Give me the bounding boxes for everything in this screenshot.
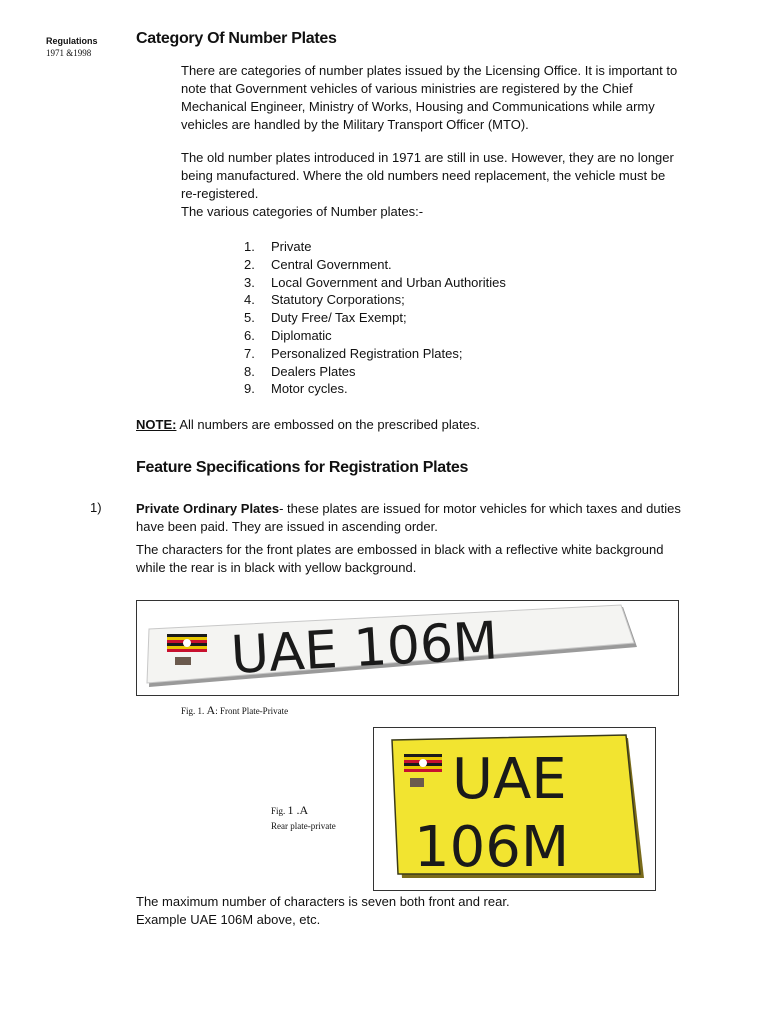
closing-line2: Example UAE 106M above, etc.	[136, 912, 321, 927]
sidebar-label: Regulations	[46, 36, 98, 46]
list-text: Dealers Plates	[271, 363, 356, 379]
list-number: 8.	[244, 363, 255, 379]
list-item	[244, 274, 506, 292]
list-item	[244, 345, 506, 363]
list-item	[244, 380, 506, 398]
list-item	[244, 291, 506, 309]
front-plate-figure	[136, 600, 679, 696]
hologram-sticker	[410, 778, 424, 787]
list-text: Statutory Corporations;	[271, 292, 405, 308]
list-text: Private	[271, 239, 312, 254]
front-plate-number: UAE 106M	[229, 611, 500, 686]
list-number: 4.	[244, 292, 255, 308]
heading-category: Category Of Number Plates	[136, 30, 337, 47]
list-number: 9.	[244, 381, 255, 397]
figure2-caption-subtitle: Rear plate-private	[271, 821, 336, 831]
closing-line1: The maximum number of characters is seven both front and rear.	[136, 894, 510, 909]
rear-plate-line1: UAE	[452, 747, 567, 812]
private-plates-text: - these plates are issued for motor vehicles for which taxes and duties have been paid. They are issued in ascending order.	[136, 501, 681, 534]
list-text: Central Government.	[271, 256, 392, 272]
list-text: Personalized Registration Plates;	[271, 345, 463, 361]
characters-paragraph: The characters for the front plates are embossed in black with a reflective white background while the rear is in black with yellow background.	[136, 542, 664, 575]
list-number: 7.	[244, 345, 255, 361]
list-number: 6.	[244, 327, 255, 343]
rear-plate-image	[374, 728, 655, 890]
categories-list	[244, 238, 506, 398]
private-plates-title: Private Ordinary Plates	[136, 501, 280, 516]
rear-plate-figure	[373, 727, 656, 891]
intro-paragraph: There are categories of number plates issued by the Licensing Office. It is important to note that Government vehicles of various ministries are registered by the Chief Mechanical Engineer, Ministry of Works, Housing and Communications while army vehicles are handled by the Military Transport Officer (MTO).	[181, 63, 678, 132]
closing-text	[136, 893, 681, 929]
list-item	[244, 363, 506, 381]
list-item	[244, 327, 506, 345]
rear-plate-line2: 106M	[414, 815, 570, 880]
list-number: 1.	[244, 239, 255, 254]
list-text: Motor cycles.	[271, 381, 348, 397]
figure1-caption: Fig. 1. A: Front Plate-Private	[181, 703, 289, 717]
old-plates-paragraph: The old number plates introduced in 1971 are still in use. However, they are no longer being manufactured. Where the old numbers need replacement, the vehicle must be re-registered.	[181, 150, 674, 201]
list-item	[244, 256, 506, 274]
uganda-flag-icon	[167, 634, 207, 652]
list-text: Duty Free/ Tax Exempt;	[271, 310, 407, 326]
note-text: All numbers are embossed on the prescribed plates.	[176, 417, 480, 432]
heading-specifications: Feature Specifications for Registration Plates	[136, 459, 469, 476]
list-number: 2.	[244, 256, 255, 272]
section-number: 1)	[90, 500, 102, 515]
list-item	[244, 309, 506, 327]
list-number: 3.	[244, 274, 255, 290]
sidebar-years: 1971 &1998	[46, 48, 92, 58]
hologram-sticker	[175, 657, 191, 665]
uganda-flag-icon	[404, 754, 442, 772]
categories-intro: The various categories of Number plates:-	[181, 204, 424, 219]
list-text: Local Government and Urban Authorities	[271, 274, 506, 290]
private-plates-paragraph	[136, 500, 681, 536]
list-text: Diplomatic	[271, 327, 332, 343]
note	[136, 417, 480, 432]
figure2-caption: Fig. 1 .A	[271, 803, 309, 817]
note-label: NOTE:	[136, 417, 177, 432]
list-item	[244, 238, 506, 256]
list-number: 5.	[244, 310, 255, 326]
front-plate-image	[137, 601, 678, 695]
